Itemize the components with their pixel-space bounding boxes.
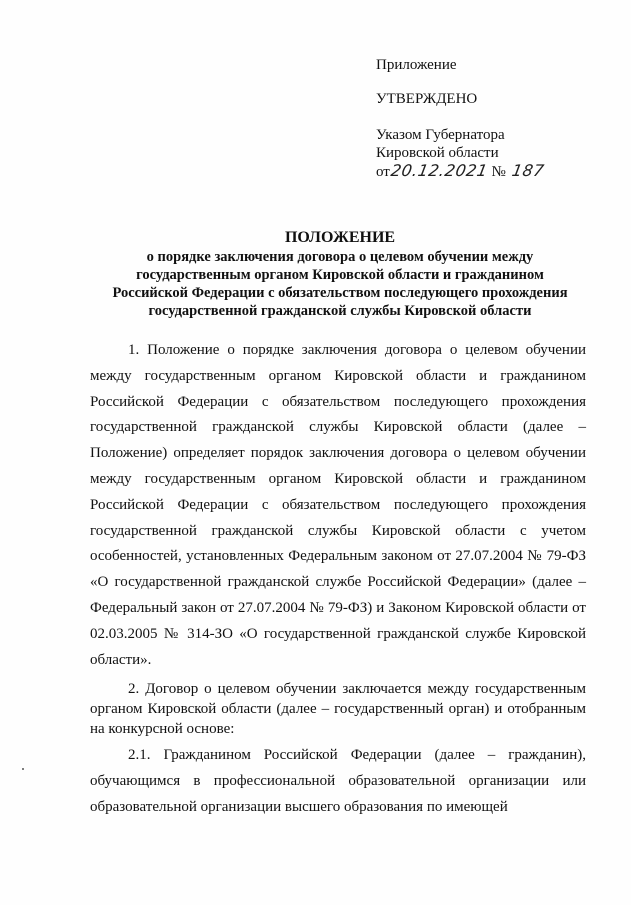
title-subtitle-line: Российской Федерации с обязательством последующего прохождения bbox=[112, 285, 568, 301]
number-sign: № bbox=[491, 164, 506, 180]
handwritten-number: 187 bbox=[510, 161, 546, 180]
title-subtitle-line: о порядке заключения договора о целевом обучении между bbox=[146, 249, 534, 265]
document-title bbox=[90, 228, 590, 320]
date-prefix: от bbox=[376, 164, 390, 180]
document-body bbox=[90, 338, 586, 821]
appendix-label: Приложение bbox=[376, 57, 457, 73]
decree-line-2: Кировской области bbox=[376, 145, 499, 161]
paragraph-2-1: 2.1. Гражданином Российской Федерации (далее – гражданин), обучающимся в профессиональной образовательной организации или образовательной организации высшего образования по имеющей bbox=[90, 747, 586, 815]
title-subtitle-line: государственной гражданской службы Кировской области bbox=[148, 303, 532, 319]
paragraph-1: 1. Положение о порядке заключения договора о целевом обучении между государственным органом Кировской области и гражданином Российской Федерации с обязательством последующего прохождения государственной гражданской службы Кировской области (далее – Положение) определяет порядок заключения договора о целевом обучении между государственным органом Кировской области и гражданином Российской Федерации с обязательством последующего прохождения государственной гражданской службы Кировской области с учетом особенностей, установленных Федеральным законом от 27.07.2004 № 79-ФЗ «О государственной гражданской службе Российской Федерации» (далее – Федеральный закон от 27.07.2004 № 79-ФЗ) и Законом Кировской области от 02.03.2005 № 314-ЗО «О государственной гражданской службе Кировской области». bbox=[90, 342, 586, 668]
handwritten-date: 20.12.2021 bbox=[389, 161, 490, 180]
approval-block bbox=[376, 56, 616, 181]
title-main: ПОЛОЖЕНИЕ bbox=[284, 229, 396, 246]
paragraph-2: 2. Договор о целевом обучении заключается между государственным органом Кировской области (далее – государственный орган) и отобранным на конкурсной основе: bbox=[90, 681, 586, 738]
approved-stamp-text: УТВЕРЖДЕНО bbox=[376, 91, 478, 107]
decree-line-1: Указом Губернатора bbox=[376, 127, 505, 143]
scan-speck bbox=[22, 768, 24, 770]
title-subtitle-line: государственным органом Кировской области и гражданином bbox=[136, 267, 544, 283]
decree-date-line bbox=[376, 162, 616, 181]
